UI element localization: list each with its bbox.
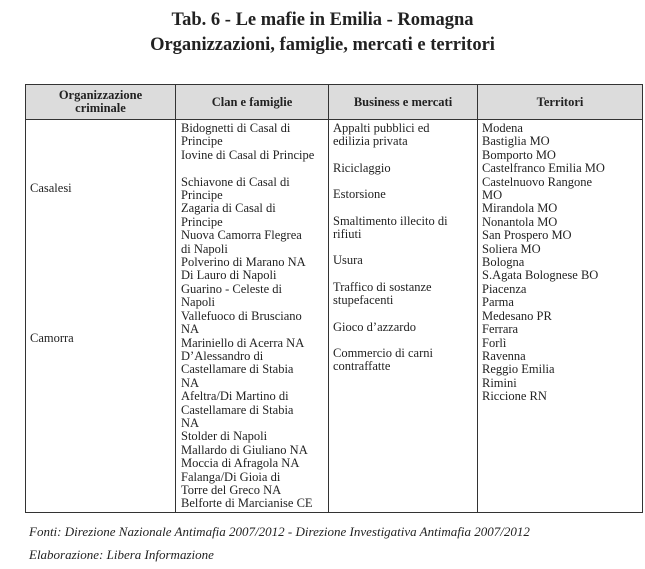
territorio-item: Mirandola MO [482, 201, 558, 216]
clan-line: Iovine di Casal di Principe [181, 147, 315, 162]
clan-line: NA [181, 415, 200, 430]
territorio-item: Parma [482, 295, 514, 310]
clan-line: Principe [181, 188, 223, 203]
header-organizzazione: Organizzazione criminale [58, 88, 143, 115]
table-title: Tab. 6 - Le mafie in Emilia - Romagna [171, 10, 474, 30]
business-item: Estorsione [333, 187, 386, 202]
territorio-item: Castelnuovo Rangone [482, 174, 593, 189]
org-camorra: Camorra [30, 331, 74, 345]
clan-line: Schiavone di Casal di [181, 174, 290, 189]
clan-line: NA [181, 322, 200, 337]
clan-line: Napoli [181, 295, 216, 310]
clan-line: di Napoli [181, 241, 228, 256]
clan-line: Zagaria di Casal di [181, 201, 276, 216]
org-casalesi: Casalesi [30, 181, 72, 195]
mafia-table [25, 84, 643, 513]
clan-line: Di Lauro di Napoli [181, 268, 277, 283]
clan-line: Mariniello di Acerra NA [181, 335, 305, 350]
territorio-item: MO [482, 188, 503, 203]
territorio-item: San Prospero MO [482, 228, 572, 243]
territori-column [482, 122, 640, 404]
clan-line: Guarino - Celeste di [181, 281, 283, 296]
business-item: Traffico di sostanze stupefacenti [333, 279, 432, 308]
clan-line: Torre del Greco NA [181, 482, 282, 497]
territorio-item: Ferrara [482, 322, 519, 337]
clan-line: Belforte di Marcianise CE [181, 496, 313, 511]
clan-line: Mallardo di Giuliano NA [181, 442, 308, 457]
source-note: Fonti: Direzione Nazionale Antimafia 2007/2012 - Direzione Investigativa Antimafia 2007/2012 [29, 524, 530, 539]
business-item: Gioco d’azzardo [333, 319, 416, 334]
header-clan: Clan e famiglie [211, 94, 293, 109]
territorio-item: Bologna [482, 255, 525, 270]
column-divider [477, 85, 478, 512]
business-item: Commercio di carni contraffatte [333, 346, 433, 374]
territorio-item: Castelfranco Emilia MO [482, 161, 605, 176]
territorio-item: Rimini [482, 375, 517, 390]
clan-line: Castellamare di Stabia [181, 402, 294, 417]
territorio-item: Modena [482, 121, 523, 135]
clan-line: Principe [181, 134, 223, 149]
territorio-item: Bomporto MO [482, 147, 556, 162]
territorio-item: Medesano PR [482, 308, 552, 323]
clan-line: Falanga/Di Gioia di [181, 469, 281, 484]
territorio-item: Soliera MO [482, 241, 541, 256]
territorio-item: Riccione RN [482, 389, 547, 404]
column-divider [175, 85, 176, 512]
territorio-item: S.Agata Bolognese BO [482, 268, 599, 283]
territorio-item: Forlì [482, 335, 507, 350]
clan-column [181, 122, 326, 511]
clan-line [181, 162, 326, 175]
territorio-item: Nonantola MO [482, 214, 558, 229]
table-subtitle: Organizzazioni, famiglie, mercati e territori [150, 35, 495, 55]
territorio-item: Piacenza [482, 281, 527, 296]
business-column [333, 122, 475, 374]
clan-line: Vallefuoco di Brusciano [181, 308, 302, 323]
territorio-item: Reggio Emilia [482, 362, 555, 377]
header-territori: Territori [536, 94, 584, 109]
clan-line: Stolder di Napoli [181, 429, 268, 444]
clan-line: Principe [181, 214, 223, 229]
clan-line: Afeltra/Di Martino di [181, 389, 289, 404]
business-item: Usura [333, 253, 363, 268]
clan-line: Polverino di Marano NA [181, 255, 306, 270]
business-item: Riciclaggio [333, 160, 391, 175]
clan-line: Nuova Camorra Flegrea [181, 228, 302, 243]
clan-line: Castellamare di Stabia [181, 362, 294, 377]
elaboration-note: Elaborazione: Libera Informazione [29, 547, 214, 562]
clan-line: Moccia di Afragola NA [181, 456, 300, 471]
column-divider [328, 85, 329, 512]
header-business: Business e mercati [353, 94, 453, 109]
clan-line: Bidognetti di Casal di [181, 121, 291, 135]
territorio-item: Bastiglia MO [482, 134, 550, 149]
business-item: Smaltimento illecito di rifiuti [333, 213, 448, 242]
clan-line: NA [181, 375, 200, 390]
territorio-item: Ravenna [482, 348, 526, 363]
clan-line: D’Alessandro di [181, 348, 264, 363]
business-item: Appalti pubblici ed edilizia privata [333, 121, 430, 149]
